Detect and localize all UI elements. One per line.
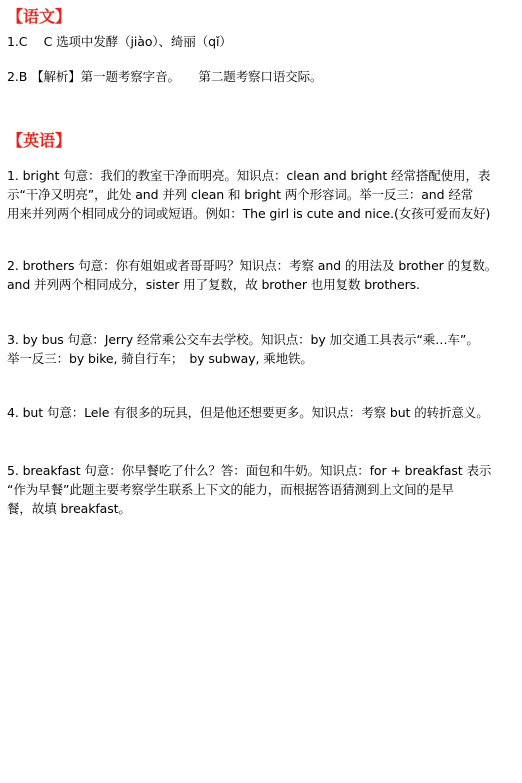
chinese-answer-1: 1.C C 选项中发酵（jiào）、绮丽（qǐ） (7, 34, 232, 49)
chinese-answer-2: 2.B 【解析】第一题考察字音。 第二题考察口语交际。 (7, 69, 323, 84)
english-answer-2: 2. brothers 句意：你有姐姐或者哥哥吗？知识点：考察 and 的用法及 brother 的复数。 and 并列两个相同成分，sister 用了复数，故 brother 也用复数 brothers. (7, 258, 498, 292)
chinese-section-heading: 【语文】 (7, 7, 72, 26)
english-section-heading: 【英语】 (7, 131, 72, 150)
english-answer-1: 1. bright 句意：我们的教室干净而明亮。知识点：clean and bright 经常搭配使用，表 示“干净又明亮”，此处 and 并列 clean 和 bright 两个形容词。举一反三：and 经常 用来并列两个相同成分的词或短语。例如：The girl is cute and nice.(女孩可爱而友好) (7, 168, 491, 221)
english-answer-4: 4. but 句意：Lele 有很多的玩具，但是他还想要更多。知识点：考察 but 的转折意义。 (7, 405, 489, 420)
english-answer-5: 5. breakfast 句意：你早餐吃了什么？答：面包和牛奶。知识点：for + breakfast 表示 “作为早餐”此题主要考察学生联系上下文的能力，而根据答语猜测到上文间的是早 餐，故填 breakfast。 (7, 463, 492, 516)
english-answer-3: 3. by bus 句意：Jerry 经常乘公交车去学校。知识点：by 加交通工具表示“乘…车”。 举一反三：by bike, 骑自行车； by subway, 乘地铁。 (7, 332, 479, 366)
